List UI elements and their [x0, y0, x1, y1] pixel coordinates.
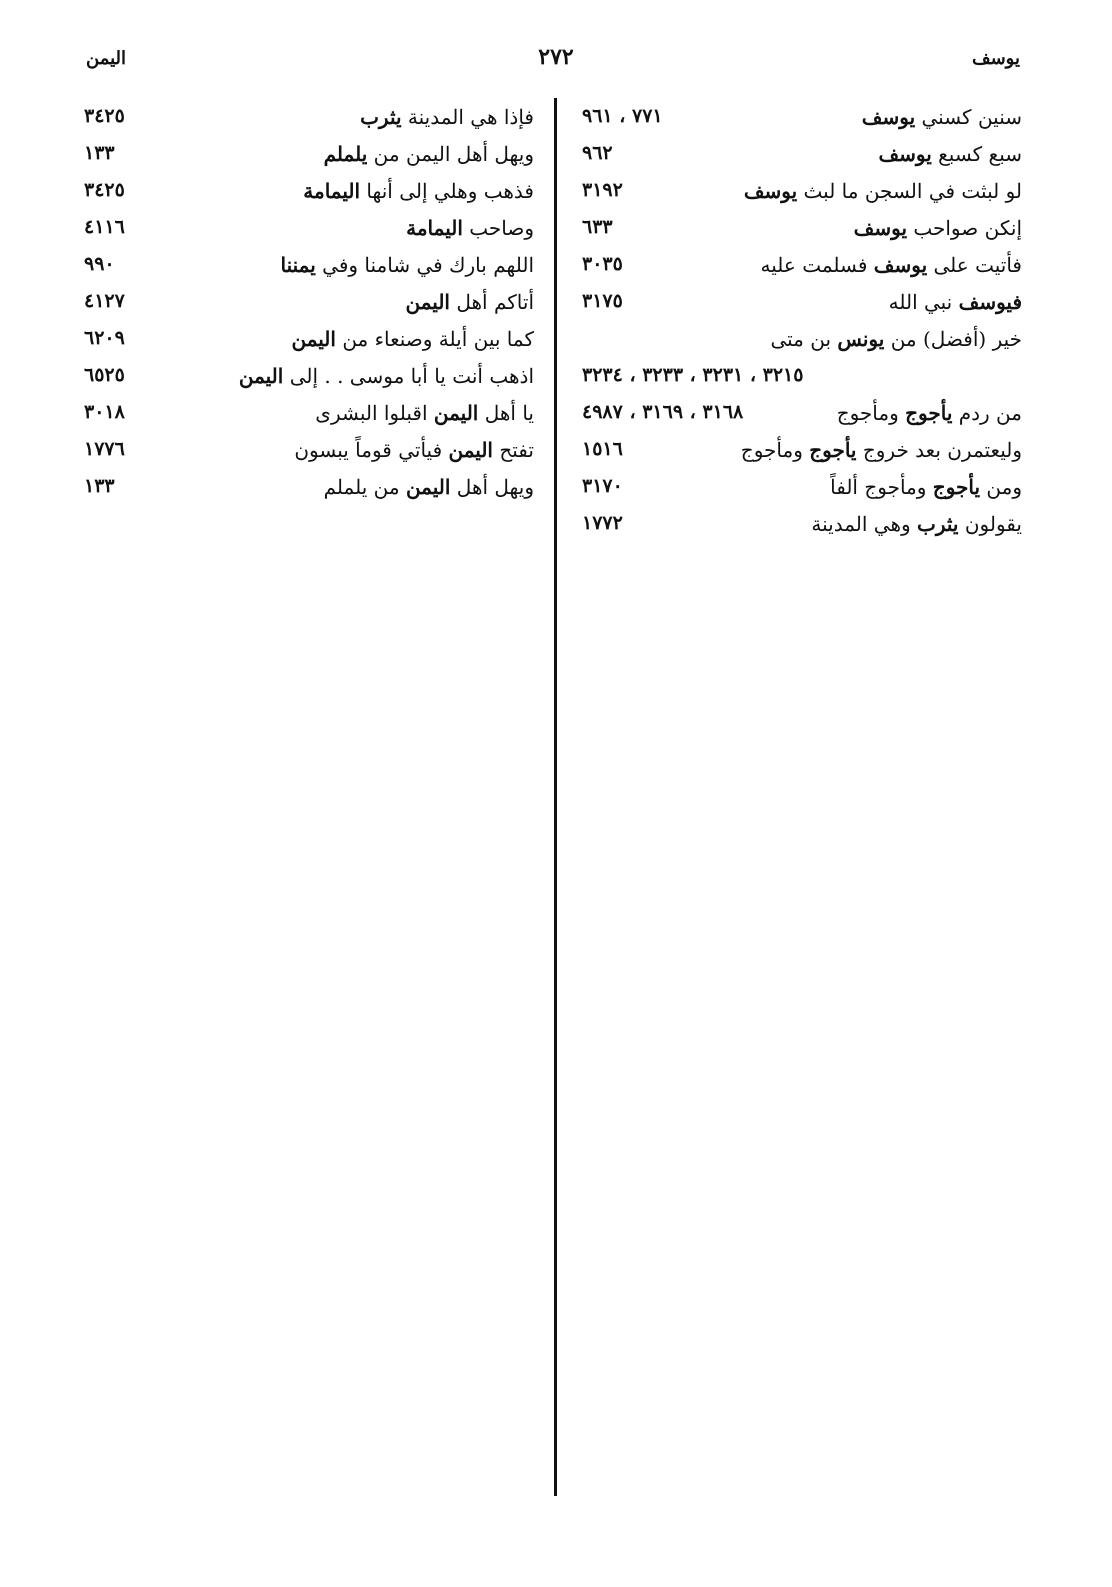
entry-text — [862, 105, 1022, 129]
entry-keyword: يثرب — [917, 512, 959, 536]
entry-phrase: وليعتمرن بعد خروج — [856, 438, 1022, 462]
entry-phrase: ومأجوج — [836, 401, 906, 425]
page-number: ٢٧٢ — [538, 44, 574, 70]
index-entry — [84, 142, 534, 179]
entry-keyword: يلملم — [323, 142, 368, 166]
entry-text — [854, 216, 1022, 240]
index-entry — [84, 105, 534, 142]
entry-hadith-numbers: ١٣٣ — [84, 475, 115, 497]
entry-phrase: اذهب أنت يا أبا موسى . . إلى — [283, 364, 534, 388]
index-entry — [84, 438, 534, 475]
index-entry — [84, 179, 534, 216]
entry-phrase: أتاكم أهل — [449, 290, 534, 314]
header-section-title-right: يوسف — [971, 48, 1020, 69]
index-entry — [84, 401, 534, 438]
entry-hadith-numbers: ٩٦٢ — [582, 142, 613, 164]
entry-phrase: اللهم بارك في شامنا وفي — [315, 253, 534, 277]
entry-phrase: كما بين أيلة وصنعاء من — [335, 327, 534, 351]
index-entry — [582, 401, 1022, 438]
entry-phrase: ومن — [980, 475, 1022, 499]
entry-keyword: يوسف — [853, 216, 908, 240]
entry-text — [406, 216, 534, 240]
entry-hadith-numbers: ٦٢٠٩ — [84, 327, 125, 349]
entry-keyword: فيوسف — [958, 290, 1022, 314]
entry-text — [315, 401, 534, 425]
entry-phrase: وصاحب — [462, 216, 534, 240]
index-entry — [84, 290, 534, 327]
index-entry — [84, 216, 534, 253]
entry-phrase: خير (أفضل) من — [884, 327, 1022, 351]
entry-phrase: فسلمت عليه — [760, 253, 874, 277]
entry-text — [761, 253, 1022, 277]
entry-hadith-numbers: ١٧٧٢ — [582, 512, 623, 534]
entry-phrase: يا أهل — [478, 401, 534, 425]
entry-keyword: يمننا — [280, 253, 316, 277]
index-entry — [582, 364, 1022, 401]
entry-phrase: اقبلوا البشرى — [315, 401, 434, 425]
index-entry — [582, 512, 1022, 549]
index-entry — [84, 475, 534, 512]
entry-keyword: يأجوج — [809, 438, 857, 462]
index-entry — [582, 142, 1022, 179]
entry-phrase: سنين كسني — [915, 105, 1022, 129]
entry-hadith-numbers: ٣١٧٠ — [582, 475, 623, 497]
entry-phrase: تفتح — [493, 438, 534, 462]
entry-text — [889, 290, 1022, 314]
entry-phrase: فإذا هي المدينة — [401, 105, 534, 129]
entry-keyword: اليمامة — [406, 216, 463, 240]
entry-phrase: نبي الله — [888, 290, 959, 314]
entry-hadith-numbers: ٣٢١٥ ، ٣٢٣١ ، ٣٢٣٣ ، ٣٢٣٤ — [582, 364, 804, 386]
entry-phrase: من ردم — [952, 401, 1022, 425]
entry-keyword: يثرب — [360, 105, 402, 129]
entry-hadith-numbers: ٣٤٢٥ — [84, 105, 125, 127]
entry-hadith-numbers: ٣١٦٨ ، ٣١٦٩ ، ٤٩٨٧ — [582, 401, 744, 423]
entry-text — [837, 401, 1022, 425]
entry-phrase: فأتيت على — [927, 253, 1022, 277]
entry-text — [291, 327, 534, 351]
entry-phrase: وهي المدينة — [811, 512, 918, 536]
entry-phrase: ويهل أهل — [450, 475, 534, 499]
entry-hadith-numbers: ٩٩٠ — [84, 253, 115, 275]
entry-phrase: ومأجوج — [740, 438, 810, 462]
entry-phrase: من يلملم — [323, 475, 406, 499]
index-entry — [582, 216, 1022, 253]
header-section-title-left: اليمن — [86, 48, 127, 69]
entry-keyword: اليمن — [433, 401, 479, 425]
entry-phrase: لو لبثت في السجن ما لبث — [797, 179, 1022, 203]
entry-hadith-numbers: ٤١٢٧ — [84, 290, 125, 312]
entry-keyword: يوسف — [743, 179, 798, 203]
entry-keyword: اليمن — [448, 438, 493, 462]
entry-phrase: فذهب وهلي إلى أنها — [360, 179, 534, 203]
entry-keyword: يأجوج — [932, 475, 981, 499]
entry-hadith-numbers: ١٧٧٦ — [84, 438, 125, 460]
entry-hadith-numbers: ٣٠٣٥ — [582, 253, 623, 275]
index-column-left — [84, 105, 534, 512]
entry-hadith-numbers: ٧٧١ ، ٩٦١ — [582, 105, 663, 127]
entry-text — [360, 105, 534, 129]
index-entry — [84, 327, 534, 364]
index-entry — [582, 105, 1022, 142]
entry-keyword: اليمن — [291, 327, 336, 351]
index-entry — [582, 327, 1022, 364]
entry-hadith-numbers: ٤١١٦ — [84, 216, 125, 238]
entry-hadith-numbers: ٣٠١٨ — [84, 401, 125, 423]
column-divider — [554, 98, 557, 1496]
index-entry — [84, 253, 534, 290]
entry-phrase: إنكن صواحب — [907, 216, 1022, 240]
entry-keyword: اليمن — [238, 364, 284, 388]
entry-keyword: يوسف — [861, 105, 916, 129]
entry-text — [741, 438, 1022, 462]
entry-text — [324, 475, 534, 499]
entry-phrase: ويهل أهل اليمن من — [367, 142, 534, 166]
entry-hadith-numbers: ٣٤٢٥ — [84, 179, 125, 201]
index-entry — [582, 290, 1022, 327]
entry-text — [239, 364, 534, 388]
entry-keyword: يوسف — [878, 142, 932, 166]
entry-hadith-numbers: ٣١٧٥ — [582, 290, 623, 312]
index-entry — [582, 475, 1022, 512]
entry-text — [811, 512, 1022, 536]
entry-hadith-numbers: ١٣٣ — [84, 142, 115, 164]
entry-hadith-numbers: ٣١٩٢ — [582, 179, 623, 201]
entry-text — [878, 142, 1022, 166]
entry-text — [324, 142, 534, 166]
entry-text — [281, 253, 535, 277]
index-entry — [582, 438, 1022, 475]
entry-keyword: اليمامة — [303, 179, 361, 203]
entry-phrase: فيأتي قوماً يبسون — [294, 438, 449, 462]
entry-keyword: يوسف — [873, 253, 928, 277]
entry-phrase: ومأجوج ألفاً — [830, 475, 933, 499]
entry-phrase: سبع كسبع — [931, 142, 1022, 166]
entry-keyword: اليمن — [405, 290, 450, 314]
entry-text — [294, 438, 534, 462]
entry-text — [830, 475, 1022, 499]
entry-hadith-numbers: ٦٣٣ — [582, 216, 613, 238]
entry-keyword: اليمن — [405, 475, 451, 499]
index-entry — [582, 253, 1022, 290]
index-column-right — [582, 105, 1022, 549]
entry-keyword: يونس — [837, 327, 885, 351]
entry-hadith-numbers: ١٥١٦ — [582, 438, 623, 460]
index-entry — [582, 179, 1022, 216]
entry-phrase: يقولون — [958, 512, 1022, 536]
entry-phrase: بن متى — [770, 327, 838, 351]
entry-text — [303, 179, 534, 203]
index-entry — [84, 364, 534, 401]
entry-hadith-numbers: ٦٥٢٥ — [84, 364, 125, 386]
entry-text — [744, 179, 1022, 203]
entry-text — [770, 327, 1022, 351]
entry-keyword: يأجوج — [905, 401, 953, 425]
entry-text — [406, 290, 535, 314]
